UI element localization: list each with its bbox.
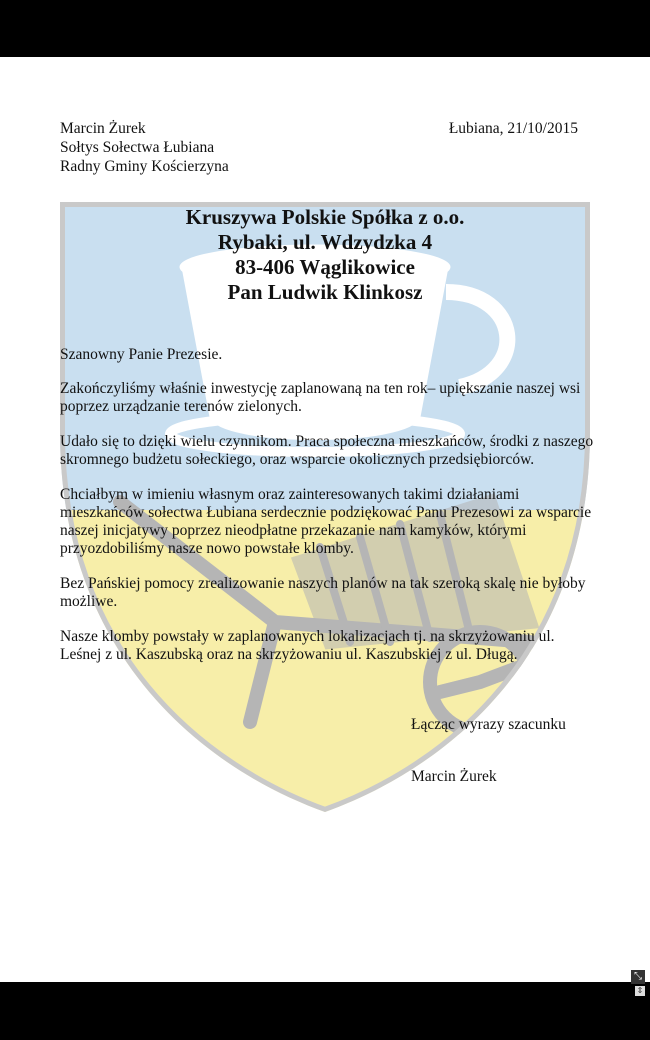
closing-phrase: Łącząc wyrazy szacunku (411, 716, 566, 733)
recipient-block (60, 205, 590, 305)
viewer-corner-controls (631, 970, 645, 996)
recipient-street: Rybaki, ul. Wdzydzka 4 (217, 230, 433, 254)
scroll-handle-icon[interactable]: ⇕ (636, 986, 644, 995)
paragraph-line: Nasze klomby powstały w zaplanowanych lokalizacjach tj. na skrzyżowaniu ul. (60, 628, 555, 645)
recipient-person: Pan Ludwik Klinkosz (227, 280, 423, 304)
recipient-company: Kruszywa Polskie Spółka z o.o. (185, 205, 465, 229)
paragraph-line: Zakończyliśmy właśnie inwestycję zaplanowaną na ten rok– upiększanie naszej wsi (60, 380, 581, 397)
paragraph-line: Bez Pańskiej pomocy zrealizowanie naszych planów na tak szeroką skalę nie byłoby (60, 575, 586, 592)
sender-name: Marcin Żurek (60, 120, 146, 137)
body-paragraph (60, 628, 595, 664)
paragraph-line: możliwe. (60, 593, 118, 610)
recipient-postal: 83-406 Wąglikowice (235, 255, 415, 279)
salutation: Szanowny Panie Prezesie. (60, 346, 223, 363)
sender-role: Sołtys Sołectwa Łubiana (60, 139, 215, 156)
paragraph-line: Udało się to dzięki wielu czynnikom. Praca społeczna mieszkańców, środki z naszego (60, 433, 594, 450)
body-paragraph (60, 433, 595, 469)
signature-name: Marcin Żurek (411, 768, 497, 785)
paragraph-line: skromnego budżetu sołeckiego, oraz wsparcie okolicznych przedsiębiorców. (60, 451, 535, 468)
paragraph-line: mieszkańców sołectwa Łubiana serdecznie podziękować Panu Prezesowi za wsparcie (60, 504, 592, 521)
bottom-system-bar (0, 982, 650, 1040)
body-paragraph (60, 575, 595, 611)
paragraph-line: poprzez urządzanie terenów zielonych. (60, 398, 302, 415)
paragraph-line: Chciałbym w imieniu własnym oraz zainteresowanych takimi działaniami (60, 486, 520, 503)
sender-council: Radny Gminy Kościerzyna (60, 158, 229, 175)
document-page (0, 57, 650, 982)
body-paragraph (60, 380, 595, 416)
sender-block (60, 120, 229, 177)
fullscreen-exit-icon[interactable]: ⤡ (631, 970, 645, 984)
paragraph-line: Leśnej z ul. Kaszubską oraz na skrzyżowaniu ul. Kaszubskiej z ul. Długą. (60, 646, 518, 663)
body-paragraph (60, 486, 595, 558)
place-date: Łubiana, 21/10/2015 (448, 120, 578, 137)
paragraph-line: przyozdobiliśmy nasze nowo powstałe klomby. (60, 540, 354, 557)
paragraph-line: naszej inicjatywy poprzez nieodpłatne przekazanie nam kamyków, którymi (60, 522, 527, 539)
